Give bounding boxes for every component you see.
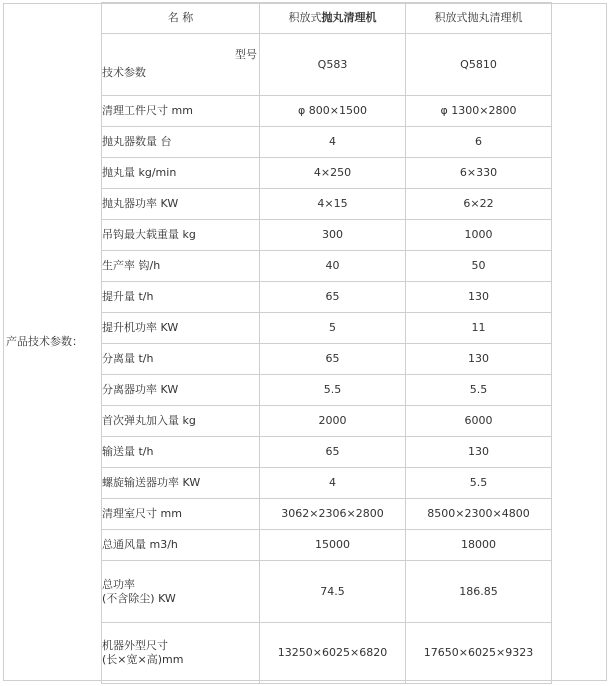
param-label-cell: 抛丸器数量 台 <box>102 127 260 158</box>
spec-table <box>101 2 552 684</box>
param-col2-cell: 11 <box>406 313 552 344</box>
param-col1-cell: 4 <box>260 468 406 499</box>
param-label-cell: 分离器功率 KW <box>102 375 260 406</box>
model-corner-cell <box>102 34 260 96</box>
table-row <box>102 282 552 313</box>
section-label: 产品技术参数： <box>6 335 83 348</box>
param-col1-cell: 5.5 <box>260 375 406 406</box>
param-label-cell: 提升机功率 KW <box>102 313 260 344</box>
table-row <box>102 406 552 437</box>
param-label-cell: 首次弹丸加入量 kg <box>102 406 260 437</box>
param-col1-cell: 300 <box>260 220 406 251</box>
param-col2-cell: 50 <box>406 251 552 282</box>
power-label-line1: 总功率 <box>102 577 135 591</box>
table-row <box>102 127 552 158</box>
param-col1-cell: φ 800×1500 <box>260 96 406 127</box>
table-row <box>102 499 552 530</box>
param-col2-cell: 130 <box>406 282 552 313</box>
corner-model-label: 型号 <box>235 47 257 61</box>
header-col1-prefix: 积放式 <box>288 11 322 24</box>
table-row <box>102 189 552 220</box>
param-label-cell: 生产率 钩/h <box>102 251 260 282</box>
param-label-cell: 清理工件尺寸 mm <box>102 96 260 127</box>
table-row <box>102 530 552 561</box>
param-rows <box>102 96 552 561</box>
power-col2-cell: 186.85 <box>406 561 552 623</box>
param-label-cell: 清理室尺寸 mm <box>102 499 260 530</box>
dimension-label-cell <box>102 623 260 684</box>
table-row <box>102 468 552 499</box>
param-col2-cell: 5.5 <box>406 468 552 499</box>
param-label-cell: 螺旋输送器功率 KW <box>102 468 260 499</box>
table-row <box>102 96 552 127</box>
model-col2-cell: Q5810 <box>406 34 552 96</box>
header-row <box>102 3 552 34</box>
param-col1-cell: 15000 <box>260 530 406 561</box>
param-col1-cell: 3062×2306×2800 <box>260 499 406 530</box>
param-col2-cell: 18000 <box>406 530 552 561</box>
param-label-cell: 总通风量 m3/h <box>102 530 260 561</box>
param-col2-cell: 6×22 <box>406 189 552 220</box>
param-col1-cell: 5 <box>260 313 406 344</box>
power-col1-cell: 74.5 <box>260 561 406 623</box>
power-label-line2: (不含除尘) KW <box>102 591 176 605</box>
power-label-cell <box>102 561 260 623</box>
model-col1-cell: Q583 <box>260 34 406 96</box>
table-row <box>102 344 552 375</box>
corner-params-label: 技术参数 <box>102 65 146 79</box>
table-row <box>102 158 552 189</box>
power-row <box>102 561 552 623</box>
header-col1-cell <box>260 3 406 34</box>
param-col2-cell: 6000 <box>406 406 552 437</box>
param-col2-cell: 130 <box>406 437 552 468</box>
param-col2-cell: 8500×2300×4800 <box>406 499 552 530</box>
table-row <box>102 251 552 282</box>
table-row <box>102 375 552 406</box>
table-row <box>102 313 552 344</box>
table-row <box>102 220 552 251</box>
param-col1-cell: 65 <box>260 344 406 375</box>
param-col1-cell: 2000 <box>260 406 406 437</box>
dimension-col1-cell: 13250×6025×6820 <box>260 623 406 684</box>
param-label-cell: 输送量 t/h <box>102 437 260 468</box>
param-col2-cell: φ 1300×2800 <box>406 96 552 127</box>
param-label-cell: 吊钩最大载重量 kg <box>102 220 260 251</box>
param-label-cell: 抛丸量 kg/min <box>102 158 260 189</box>
header-name-cell: 名 称 <box>102 3 260 34</box>
param-col2-cell: 1000 <box>406 220 552 251</box>
param-col2-cell: 5.5 <box>406 375 552 406</box>
param-col1-cell: 40 <box>260 251 406 282</box>
param-col2-cell: 6 <box>406 127 552 158</box>
param-col2-cell: 130 <box>406 344 552 375</box>
model-row <box>102 34 552 96</box>
param-col1-cell: 65 <box>260 282 406 313</box>
param-col1-cell: 4 <box>260 127 406 158</box>
param-col2-cell: 6×330 <box>406 158 552 189</box>
param-col1-cell: 65 <box>260 437 406 468</box>
param-col1-cell: 4×250 <box>260 158 406 189</box>
param-col1-cell: 4×15 <box>260 189 406 220</box>
param-label-cell: 提升量 t/h <box>102 282 260 313</box>
table-row <box>102 437 552 468</box>
header-col1-bold: 抛丸清理机 <box>321 11 377 24</box>
dimension-row <box>102 623 552 684</box>
header-col2-cell: 积放式抛丸清理机 <box>406 3 552 34</box>
param-label-cell: 分离量 t/h <box>102 344 260 375</box>
dimension-label-line1: 机器外型尺寸 <box>102 639 168 652</box>
dimension-col2-cell: 17650×6025×9323 <box>406 623 552 684</box>
param-label-cell: 抛丸器功率 KW <box>102 189 260 220</box>
dimension-label-line2: (长×宽×高)mm <box>102 653 184 666</box>
